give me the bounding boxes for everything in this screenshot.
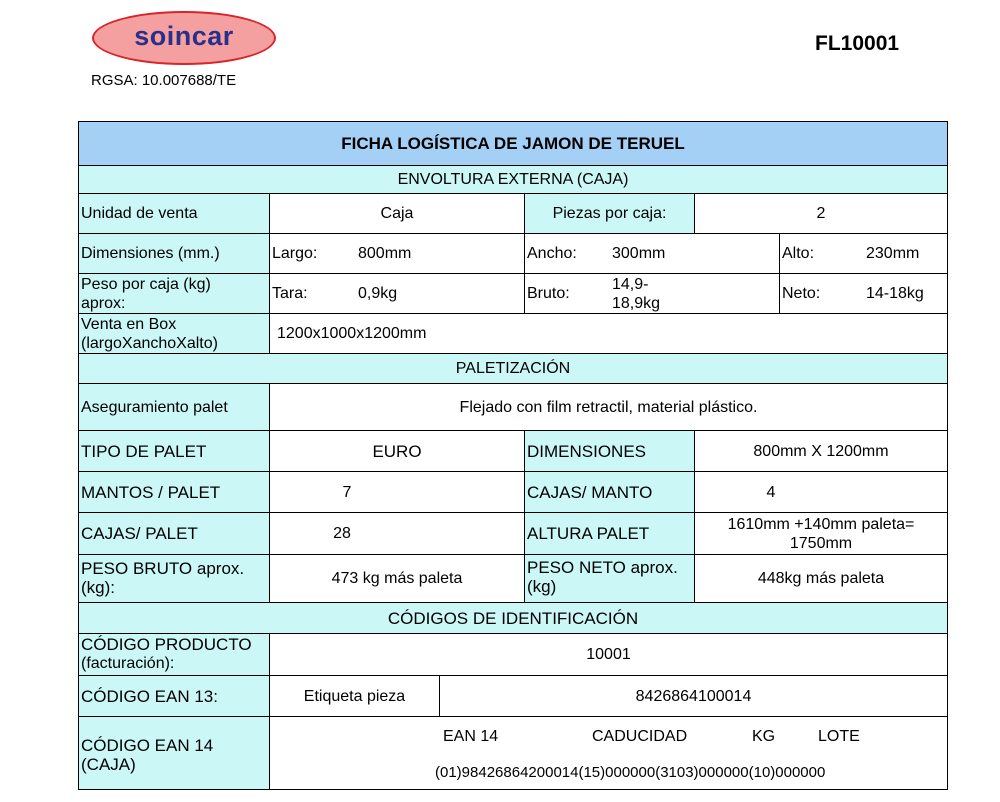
alto-cell bbox=[779, 233, 948, 274]
peso-bruto-label-line1: PESO BRUTO aprox. bbox=[81, 559, 245, 578]
ean13-label: CÓDIGO EAN 13: bbox=[78, 675, 270, 717]
altura-palet-value bbox=[694, 512, 948, 555]
alto-label: Alto: bbox=[782, 245, 815, 262]
section-envoltura: ENVOLTURA EXTERNA (CAJA) bbox=[78, 165, 948, 194]
altura-palet-value-line1: 1610mm +140mm paleta= bbox=[727, 516, 915, 533]
dimensiones-label: Dimensiones (mm.) bbox=[78, 233, 270, 274]
venta-box-value: 1200x1000x1200mm bbox=[269, 313, 948, 354]
neto-cell bbox=[779, 273, 948, 314]
peso-caja-label-line1: Peso por caja (kg) bbox=[81, 276, 211, 293]
table-title: FICHA LOGÍSTICA DE JAMON DE TERUEL bbox=[78, 121, 948, 166]
venta-box-label-line2: (largoXanchoXalto) bbox=[81, 335, 218, 352]
peso-caja-label-line2: aprox: bbox=[81, 295, 126, 312]
mantos-value: 7 bbox=[269, 471, 525, 513]
bruto-value-line2: 18,9kg bbox=[612, 295, 661, 312]
tara-cell bbox=[269, 273, 525, 314]
cajas-palet-value: 28 bbox=[269, 512, 525, 555]
neto-label: Neto: bbox=[782, 285, 821, 302]
dimensiones-palet-value: 800mm X 1200mm bbox=[694, 430, 948, 472]
largo-label: Largo: bbox=[272, 245, 318, 262]
cajas-manto-value: 4 bbox=[694, 471, 948, 513]
codigo-producto-label bbox=[78, 633, 270, 676]
ean14-col-ean: EAN 14 bbox=[443, 728, 499, 745]
peso-bruto-label-line2: (kg): bbox=[81, 578, 115, 597]
logo-text: soincar bbox=[134, 21, 234, 51]
bruto-label: Bruto: bbox=[527, 285, 570, 302]
cajas-manto-label: CAJAS/ MANTO bbox=[524, 471, 695, 513]
ean13-sub-label: Etiqueta pieza bbox=[269, 675, 440, 717]
ean14-value: (01)98426864200014(15)000000(3103)000000(10)000000 bbox=[435, 764, 826, 781]
piezas-caja-label: Piezas por caja: bbox=[524, 193, 695, 234]
ean14-value-cell bbox=[269, 716, 948, 790]
bruto-value-line1: 14,9- bbox=[612, 276, 649, 293]
ean14-label bbox=[78, 716, 270, 790]
dimensiones-palet-label: DIMENSIONES bbox=[524, 430, 695, 472]
ean14-col-caducidad: CADUCIDAD bbox=[592, 728, 688, 745]
document-code: FL10001 bbox=[815, 32, 900, 55]
piezas-caja-value: 2 bbox=[694, 193, 948, 234]
aseguramiento-label: Aseguramiento palet bbox=[78, 383, 270, 431]
venta-box-label-line1: Venta en Box bbox=[81, 316, 177, 333]
unidad-venta-label: Unidad de venta bbox=[78, 193, 270, 234]
venta-box-label bbox=[78, 313, 270, 354]
unidad-venta-value: Caja bbox=[269, 193, 525, 234]
rgsa-number: RGSA: 10.007688/TE bbox=[91, 72, 237, 89]
codigo-producto-value: 10001 bbox=[269, 633, 948, 676]
aseguramiento-value: Flejado con film retractil, material plástico. bbox=[269, 383, 948, 431]
altura-palet-label: ALTURA PALET bbox=[524, 512, 695, 555]
peso-neto-label-line1: PESO NETO aprox. bbox=[527, 558, 678, 577]
codigo-producto-label-line2: (facturación): bbox=[81, 655, 175, 672]
peso-bruto-value: 473 kg más paleta bbox=[269, 554, 525, 603]
tara-label: Tara: bbox=[272, 285, 308, 302]
mantos-label: MANTOS / PALET bbox=[78, 471, 270, 513]
largo-value: 800mm bbox=[358, 245, 412, 262]
ancho-cell bbox=[524, 233, 780, 274]
tipo-palet-value: EURO bbox=[269, 430, 525, 472]
bruto-value bbox=[612, 275, 660, 313]
ean13-value: 8426864100014 bbox=[439, 675, 948, 717]
ancho-value: 300mm bbox=[612, 245, 666, 262]
codigo-producto-label-line1: CÓDIGO PRODUCTO bbox=[81, 635, 252, 654]
ean14-col-kg: KG bbox=[752, 728, 776, 745]
peso-neto-label bbox=[524, 554, 695, 603]
peso-bruto-label bbox=[78, 554, 270, 603]
altura-palet-value-line2: 1750mm bbox=[789, 535, 853, 552]
largo-cell bbox=[269, 233, 525, 274]
section-paletizacion: PALETIZACIÓN bbox=[78, 353, 948, 384]
tara-value: 0,9kg bbox=[358, 285, 398, 302]
bruto-cell bbox=[524, 273, 780, 314]
ean14-col-lote: LOTE bbox=[818, 728, 860, 745]
peso-neto-value: 448kg más paleta bbox=[694, 554, 948, 603]
ean14-label-line2: (CAJA) bbox=[81, 755, 136, 774]
peso-neto-label-line2: (kg) bbox=[527, 577, 557, 596]
ean14-label-line1: CÓDIGO EAN 14 bbox=[81, 736, 214, 755]
tipo-palet-label: TIPO DE PALET bbox=[78, 430, 270, 472]
neto-value: 14-18kg bbox=[866, 285, 924, 302]
ancho-label: Ancho: bbox=[527, 245, 577, 262]
alto-value: 230mm bbox=[866, 245, 920, 262]
peso-caja-label bbox=[78, 273, 270, 314]
cajas-palet-label: CAJAS/ PALET bbox=[78, 512, 270, 555]
section-codigos: CÓDIGOS DE IDENTIFICACIÓN bbox=[78, 602, 948, 634]
